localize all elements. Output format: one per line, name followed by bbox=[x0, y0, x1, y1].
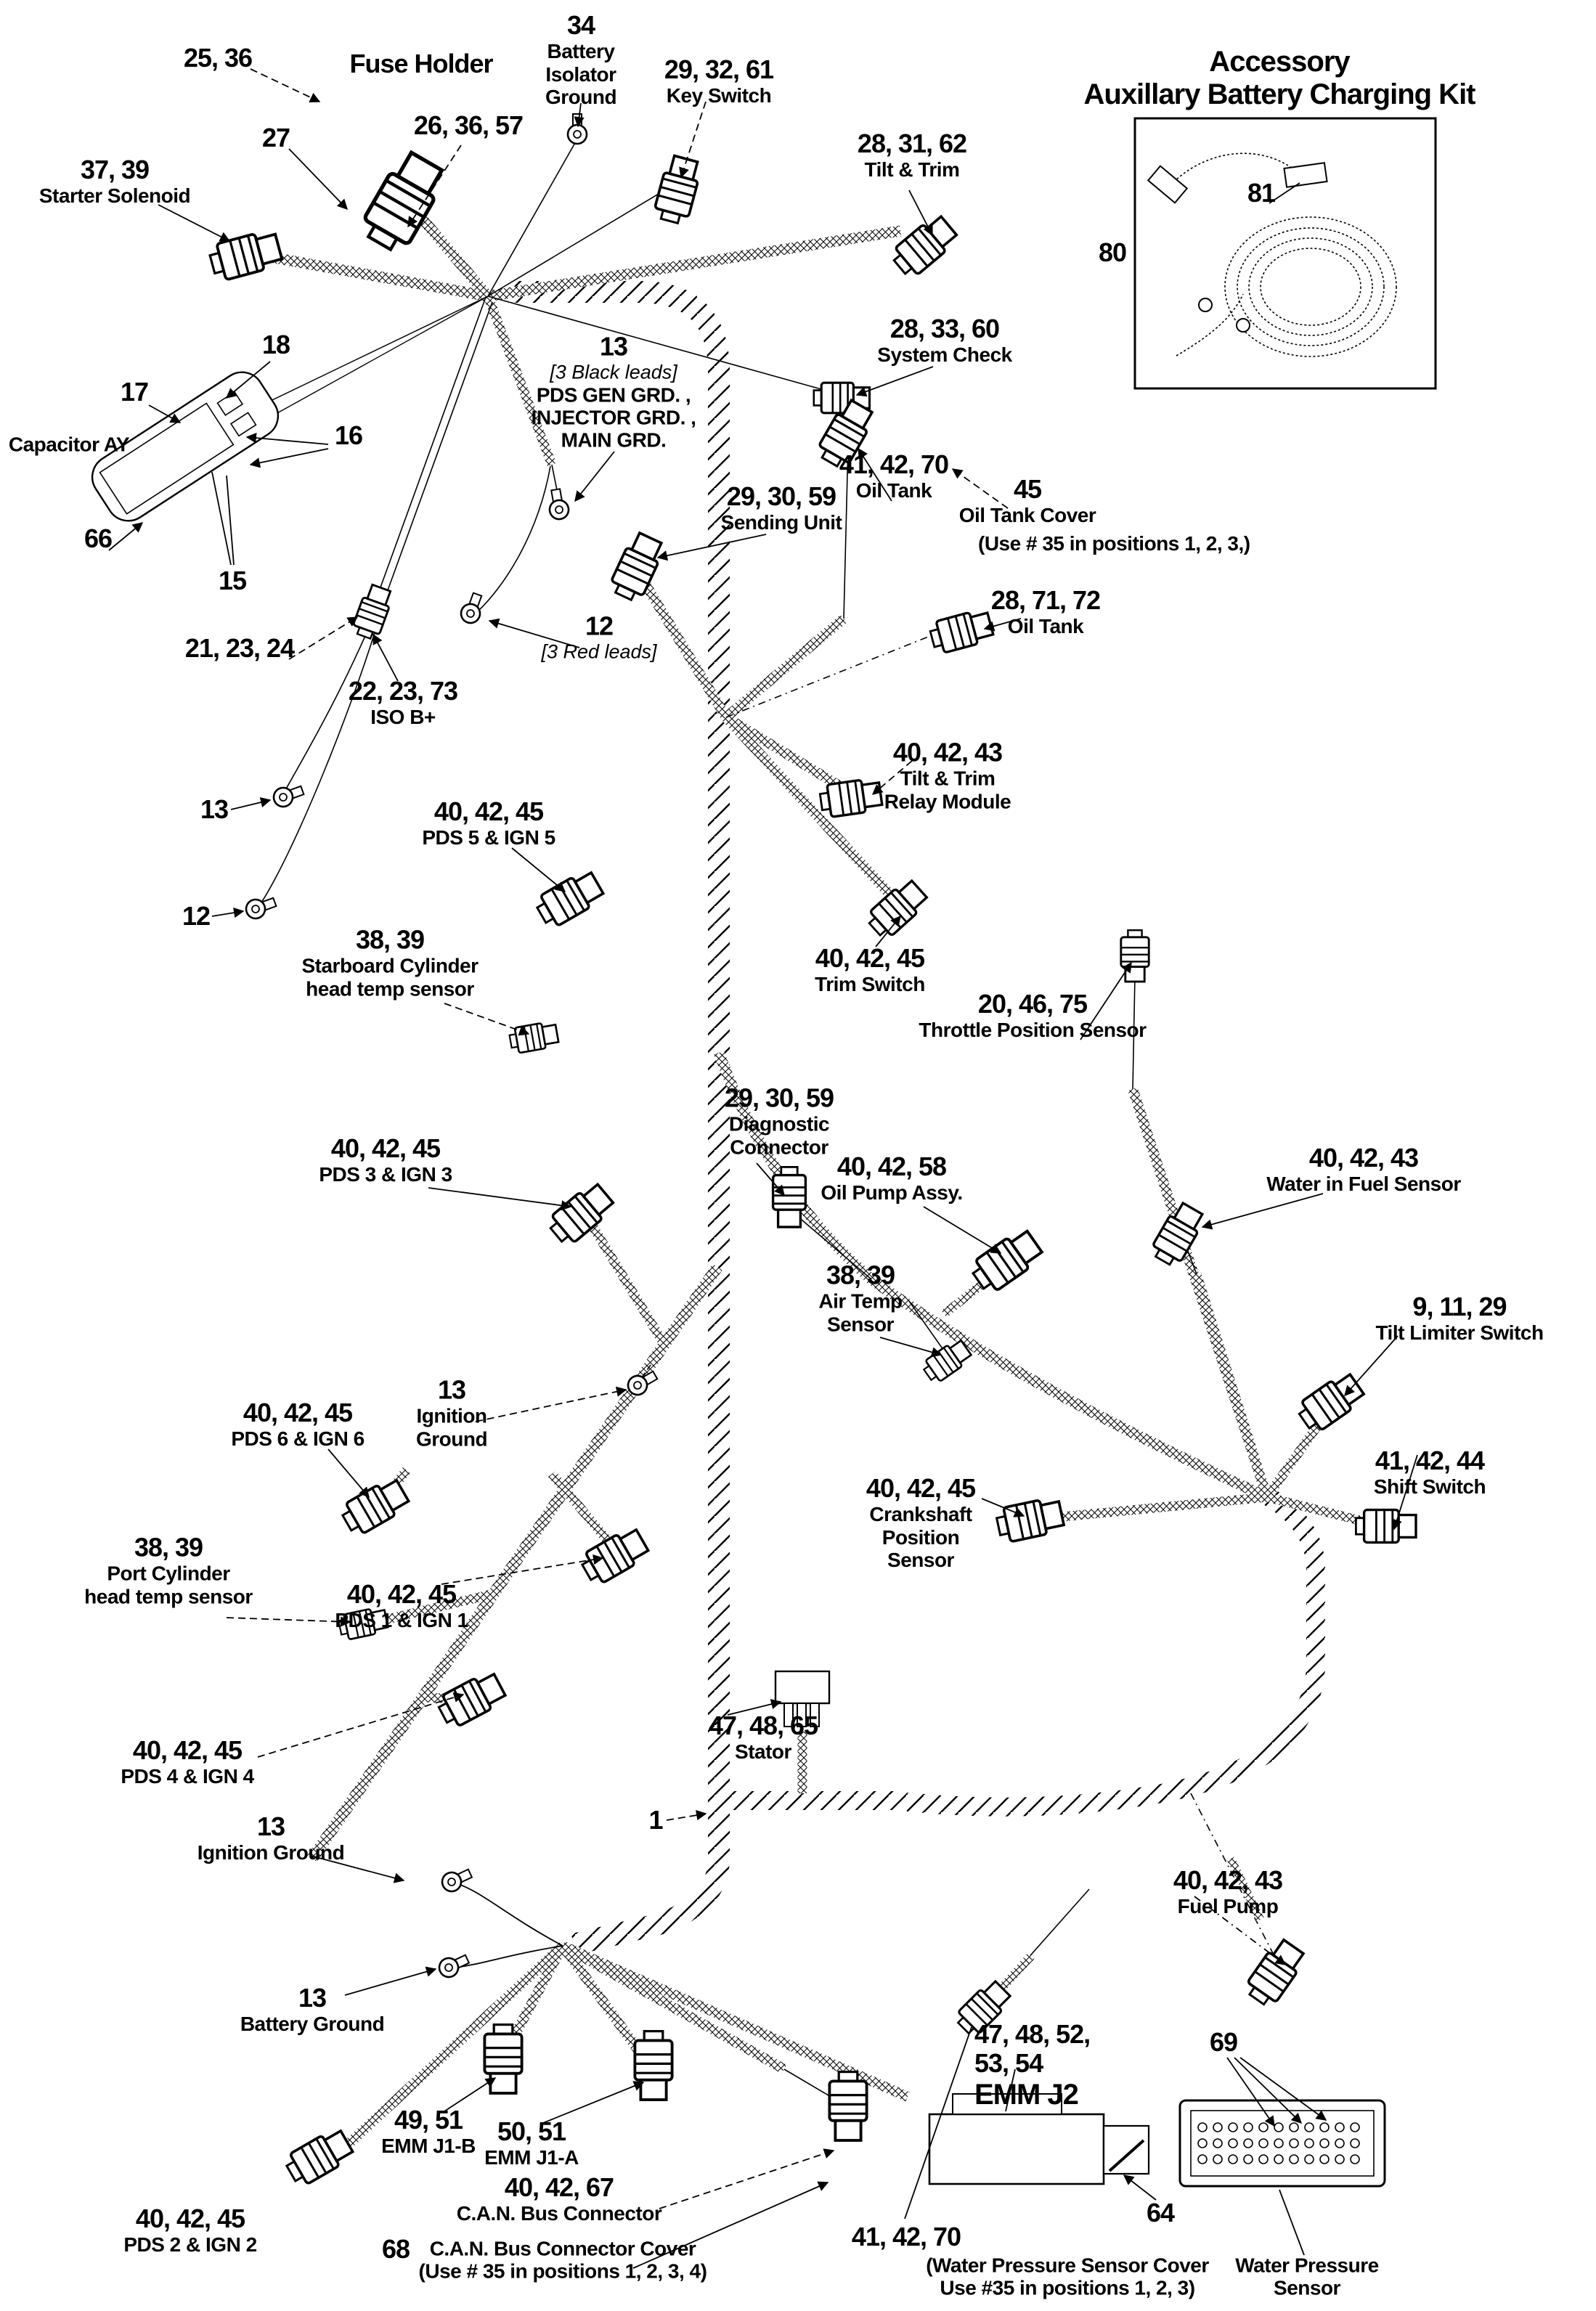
trim-switch-text-0: 40, 42, 45 bbox=[815, 943, 925, 974]
battery-isolator-ground-text-1: Battery bbox=[547, 40, 615, 63]
ref-12-ring-text-0: 12 bbox=[182, 900, 211, 931]
can-bus-connector-glyph bbox=[829, 2072, 866, 2140]
shift-switch-connector bbox=[1356, 1510, 1416, 1543]
pds1-text-1: PDS 1 & IGN 1 bbox=[335, 1609, 468, 1632]
port-head-temp-connector bbox=[338, 1606, 389, 1641]
fuse-holder-label-text-0: Fuse Holder bbox=[349, 48, 493, 78]
pds2-text-1: PDS 2 & IGN 2 bbox=[123, 2233, 257, 2257]
stator-text-0: 47, 48, 65 bbox=[708, 1711, 818, 1741]
sending-unit-connector bbox=[608, 531, 667, 603]
starter-solenoid-connector bbox=[208, 229, 283, 282]
stator-text-1: Stator bbox=[735, 1740, 791, 1764]
emm-j2-connector bbox=[929, 2094, 1149, 2184]
ref-1-text-0: 1 bbox=[648, 1804, 663, 1835]
crankshaft-position-sensor-text-2: Position bbox=[882, 1525, 960, 1549]
water-in-fuel-text-0: 40, 42, 43 bbox=[1308, 1143, 1419, 1173]
emm-j1b-connector bbox=[484, 2025, 521, 2093]
ignition-ground-ring-2 bbox=[439, 1864, 474, 1894]
red-leads-text-1: [3 Red leads] bbox=[541, 641, 657, 664]
pds5-text-0: 40, 42, 45 bbox=[433, 796, 544, 827]
stator-connector bbox=[775, 1671, 829, 1727]
battery-isolator-ground-text-0: 34 bbox=[566, 9, 595, 40]
pds3-text-1: PDS 3 & IGN 3 bbox=[319, 1163, 452, 1186]
harness-left-spurs bbox=[370, 1214, 664, 1699]
oil-tank-2-text-1: Oil Tank bbox=[1007, 615, 1084, 638]
ref-26-36-57-text-0: 26, 36, 57 bbox=[413, 110, 524, 140]
pds5-text-1: PDS 5 & IGN 5 bbox=[422, 826, 555, 849]
iso-clamp-connector bbox=[351, 583, 394, 641]
starboard-head-temp-connector bbox=[508, 1021, 559, 1054]
oil-tank-cover-text-1: Oil Tank Cover bbox=[958, 504, 1096, 527]
pds1-connector bbox=[578, 1525, 651, 1587]
emm-j1b-text-0: 49, 51 bbox=[394, 2105, 463, 2135]
accessory-kit-title-text-0: Accessory bbox=[1209, 46, 1350, 78]
ref-13-ring-text-0: 13 bbox=[200, 794, 229, 824]
ignition-ground-1-text-2: Ground bbox=[415, 1427, 488, 1451]
pds2-text-0: 40, 42, 45 bbox=[135, 2204, 245, 2234]
pds5-connector bbox=[533, 868, 606, 930]
key-switch-text-0: 29, 32, 61 bbox=[664, 54, 774, 85]
pin-connector-69 bbox=[1180, 2100, 1385, 2186]
ground-leads-text-0: 13 bbox=[599, 331, 628, 362]
pds1-text-0: 40, 42, 45 bbox=[346, 1579, 457, 1610]
crankshaft-position-sensor-text-0: 40, 42, 45 bbox=[866, 1472, 976, 1503]
tilt-limiter-text-0: 9, 11, 29 bbox=[1412, 1292, 1507, 1322]
can-bus-cover-text-0: C.A.N. Bus Connector Cover bbox=[429, 2237, 696, 2260]
emm-j2-text-1: 53, 54 bbox=[974, 2048, 1043, 2079]
oil-pump-text-1: Oil Pump Assy. bbox=[821, 1181, 963, 1205]
can-bus-connector-text-0: 40, 42, 67 bbox=[504, 2172, 614, 2203]
port-head-temp-text-0: 38, 39 bbox=[134, 1532, 203, 1562]
harness-mid-branches bbox=[639, 444, 956, 902]
diagnostic-connector-text-2: Connector bbox=[730, 1136, 828, 1159]
trim-switch-connector bbox=[864, 877, 930, 942]
tilt-trim-relay-text-1: Tilt & Trim bbox=[900, 767, 996, 790]
can-bus-cover-text-1: (Use # 35 in positions 1, 2, 3, 4) bbox=[418, 2260, 707, 2283]
ref-81-text-0: 81 bbox=[1247, 177, 1276, 208]
fuel-pump-text-1: Fuel Pump bbox=[1177, 1895, 1279, 1918]
iso-b-plus-text-1: ISO B+ bbox=[370, 706, 436, 729]
ground-leads-text-4: MAIN GRD. bbox=[561, 428, 667, 452]
ref-25-36-text-0: 25, 36 bbox=[183, 42, 253, 73]
ref-68-text-0: 68 bbox=[381, 2233, 410, 2264]
system-check-text-0: 28, 33, 60 bbox=[889, 314, 1000, 344]
crankshaft-position-sensor-text-1: Crankshaft bbox=[869, 1503, 972, 1526]
port-head-temp-text-1: Port Cylinder bbox=[107, 1562, 230, 1585]
water-pressure-sensor-text-1: Sensor bbox=[1274, 2277, 1340, 2299]
emm-j1b-text-1: EMM J1-B bbox=[381, 2135, 476, 2158]
connectors bbox=[84, 114, 1416, 2188]
pds6-text-0: 40, 42, 45 bbox=[243, 1398, 353, 1428]
ground-ring-12 bbox=[243, 893, 277, 921]
throttle-position-sensor-connector bbox=[1121, 930, 1149, 982]
tilt-trim-text-0: 28, 31, 62 bbox=[857, 129, 967, 159]
water-in-fuel-text-1: Water in Fuel Sensor bbox=[1266, 1173, 1461, 1196]
pds4-text-0: 40, 42, 45 bbox=[132, 1735, 243, 1766]
tilt-trim-text-1: Tilt & Trim bbox=[864, 158, 960, 182]
oil-tank-1-text-1: Oil Tank bbox=[855, 479, 932, 502]
capacitor-ay-label-text-0: Capacitor AY bbox=[8, 433, 130, 456]
fuel-pump-connector bbox=[1242, 1937, 1308, 2010]
ref-21-23-24-text-0: 21, 23, 24 bbox=[184, 632, 295, 663]
crankshaft-position-sensor-text-3: Sensor bbox=[887, 1548, 954, 1571]
starter-solenoid-text-1: Starter Solenoid bbox=[38, 184, 191, 208]
pds-gen-ground-ring bbox=[546, 488, 570, 521]
tilt-trim-relay-connector bbox=[819, 778, 883, 818]
ignition-ground-1-text-1: Ignition bbox=[416, 1404, 487, 1427]
harness-right-branches bbox=[791, 977, 1371, 1526]
starboard-head-temp-text-0: 38, 39 bbox=[355, 924, 425, 955]
ref-66-text-0: 66 bbox=[84, 523, 113, 553]
starboard-head-temp-text-1: Starboard Cylinder bbox=[301, 954, 479, 977]
battery-ground-text-0: 13 bbox=[298, 1983, 327, 2013]
oil-tank-2-connector bbox=[928, 608, 994, 655]
tilt-trim-relay-text-0: 40, 42, 43 bbox=[892, 737, 1003, 767]
pds3-connector bbox=[545, 1181, 617, 1249]
pds6-connector bbox=[338, 1475, 412, 1538]
key-switch-connector bbox=[653, 155, 703, 226]
ignition-ground-2-text-0: 13 bbox=[256, 1811, 285, 1842]
accessory-kit-title-text-1: Auxillary Battery Charging Kit bbox=[1083, 78, 1475, 110]
pds4-text-1: PDS 4 & IGN 4 bbox=[121, 1765, 254, 1788]
battery-ground-text-1: Battery Ground bbox=[240, 2013, 385, 2036]
ref-17-text-0: 17 bbox=[120, 376, 149, 407]
capacitor-assembly bbox=[84, 364, 287, 529]
crankshaft-connector bbox=[995, 1496, 1065, 1544]
diagnostic-connector-glyph bbox=[773, 1167, 806, 1227]
tilt-trim-connector bbox=[889, 213, 961, 281]
tilt-limiter-text-1: Tilt Limiter Switch bbox=[1375, 1321, 1544, 1345]
water-pressure-ref-text-0: 41, 42, 70 bbox=[851, 2221, 961, 2251]
fuel-pump-text-0: 40, 42, 43 bbox=[1173, 1865, 1283, 1896]
accessory-kit-box bbox=[1135, 118, 1436, 388]
starter-solenoid-text-0: 37, 39 bbox=[80, 155, 150, 185]
water-pressure-cover-text-1: Use #35 in positions 1, 2, 3) bbox=[940, 2277, 1195, 2299]
leader-lines bbox=[109, 69, 1417, 2268]
ref-18-text-0: 18 bbox=[261, 329, 290, 359]
ref-16-text-0: 16 bbox=[334, 420, 363, 450]
ref-15-text-0: 15 bbox=[218, 565, 247, 595]
throttle-position-sensor-text-0: 20, 46, 75 bbox=[977, 989, 1088, 1019]
red-leads-text-0: 12 bbox=[585, 611, 614, 641]
harness-top-branches bbox=[243, 142, 900, 905]
water-in-fuel-connector bbox=[1149, 1200, 1207, 1268]
oil-pump-text-0: 40, 42, 58 bbox=[836, 1152, 947, 1182]
throttle-position-sensor-text-1: Throttle Position Sensor bbox=[919, 1019, 1147, 1042]
pds2-connector bbox=[282, 2126, 356, 2188]
ref-69-text-0: 69 bbox=[1209, 2026, 1238, 2057]
ignition-ground-2-text-1: Ignition Ground bbox=[197, 1841, 345, 1864]
can-bus-connector-text-1: C.A.N. Bus Connector bbox=[456, 2202, 662, 2225]
tilt-limiter-connector bbox=[1294, 1370, 1367, 1435]
battery-isolator-ground-ring bbox=[568, 114, 587, 144]
emm-j1a-text-1: EMM J1-A bbox=[484, 2146, 579, 2169]
trim-switch-text-1: Trim Switch bbox=[815, 973, 925, 996]
air-temp-text-0: 38, 39 bbox=[826, 1260, 895, 1290]
pds4-connector bbox=[435, 1669, 508, 1730]
ref-64-text-0: 64 bbox=[1146, 2197, 1175, 2228]
ignition-ground-1-text-0: 13 bbox=[437, 1374, 466, 1405]
water-pressure-sensor-text-0: Water Pressure bbox=[1235, 2254, 1379, 2277]
air-temp-text-1: Air Temp bbox=[818, 1289, 903, 1313]
shift-switch-text-1: Shift Switch bbox=[1373, 1475, 1486, 1499]
sending-unit-text-0: 29, 30, 59 bbox=[726, 481, 836, 512]
ref-80-text-0: 80 bbox=[1098, 237, 1127, 267]
tilt-trim-relay-text-2: Relay Module bbox=[884, 790, 1011, 813]
oil-tank-cover-use-text-0: (Use # 35 in positions 1, 2, 3,) bbox=[978, 532, 1250, 555]
oil-tank-cover-text-0: 45 bbox=[1013, 474, 1042, 505]
ref-27-text-0: 27 bbox=[261, 122, 290, 152]
emm-j2-text-0: 47, 48, 52, bbox=[974, 2019, 1091, 2049]
iso-b-plus-text-0: 22, 23, 73 bbox=[348, 676, 458, 706]
system-check-text-1: System Check bbox=[877, 343, 1012, 367]
red-leads-ring bbox=[458, 591, 486, 625]
ground-leads-text-1: [3 Black leads] bbox=[550, 362, 677, 383]
ground-leads-text-3: INJECTOR GRD. , bbox=[531, 406, 696, 429]
starboard-head-temp-text-2: head temp sensor bbox=[306, 977, 474, 1000]
shift-switch-text-0: 41, 42, 44 bbox=[1375, 1446, 1485, 1476]
ground-leads-text-2: PDS GEN GRD. , bbox=[536, 383, 691, 407]
diagnostic-connector-text-0: 29, 30, 59 bbox=[724, 1083, 834, 1113]
air-temp-text-2: Sensor bbox=[827, 1313, 894, 1336]
pds3-text-0: 40, 42, 45 bbox=[330, 1133, 441, 1164]
sending-unit-text-1: Sending Unit bbox=[720, 511, 842, 534]
emm-j2-text-2: EMM J2 bbox=[974, 2078, 1078, 2111]
key-switch-text-1: Key Switch bbox=[666, 84, 772, 107]
emm-j1a-text-0: 50, 51 bbox=[497, 2116, 566, 2147]
diagnostic-connector-text-1: Diagnostic bbox=[728, 1112, 830, 1136]
oil-tank-2-text-0: 28, 71, 72 bbox=[990, 585, 1101, 616]
battery-isolator-ground-text-2: Isolator bbox=[545, 62, 616, 86]
port-head-temp-text-2: head temp sensor bbox=[84, 1585, 253, 1608]
oil-tank-1-text-0: 41, 42, 70 bbox=[839, 449, 949, 480]
battery-isolator-ground-text-3: Ground bbox=[545, 85, 617, 108]
emm-j1a-connector bbox=[635, 2031, 672, 2100]
pds6-text-1: PDS 6 & IGN 6 bbox=[231, 1427, 365, 1451]
water-pressure-cover-text-0: (Water Pressure Sensor Cover bbox=[926, 2254, 1209, 2277]
